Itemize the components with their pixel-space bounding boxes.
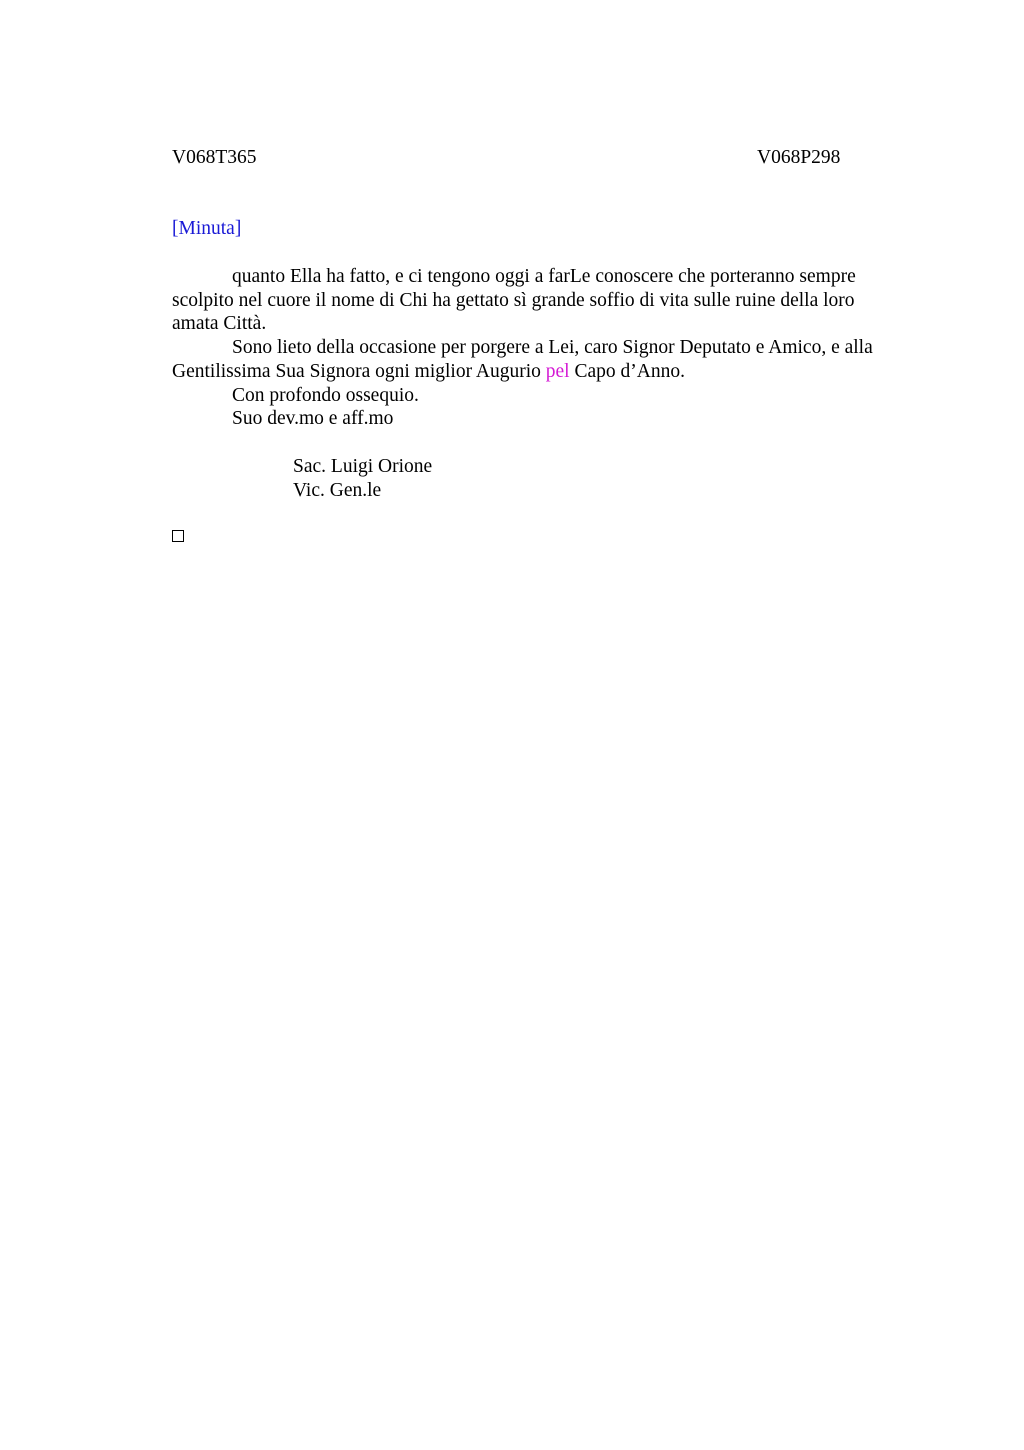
letter-body	[172, 265, 917, 431]
document-code-left: V068T365	[172, 147, 257, 168]
closing-line: Con profondo ossequio.	[232, 384, 419, 406]
signature-title: Vic. Gen.le	[293, 480, 382, 501]
letter-line: Sono lieto della occasione per porgere a Lei, caro Signor Deputato e Amico, e alla	[232, 337, 873, 359]
signature-block	[293, 455, 432, 503]
empty-square-icon	[172, 530, 184, 542]
letter-text: Gentilissima Sua Signora ogni miglior Augurio	[172, 360, 546, 382]
letter-line: quanto Ella ha fatto, e ci tengono oggi a farLe conoscere che porteranno sempre	[232, 266, 856, 287]
highlighted-word: pel	[545, 360, 570, 382]
letter-line: scolpito nel cuore il nome di Chi ha gettato sì grande soffio di vita sulle ruine della loro	[172, 289, 855, 311]
closing-line: Suo dev.mo e aff.mo	[232, 408, 394, 430]
letter-line-with-highlight	[172, 360, 917, 384]
letter-text: Capo d’Anno.	[569, 360, 685, 382]
minuta-label: [Minuta]	[172, 218, 242, 239]
letter-line: amata Città.	[172, 313, 267, 335]
document-code-right: V068P298	[757, 147, 841, 168]
signature-name: Sac. Luigi Orione	[293, 456, 433, 477]
